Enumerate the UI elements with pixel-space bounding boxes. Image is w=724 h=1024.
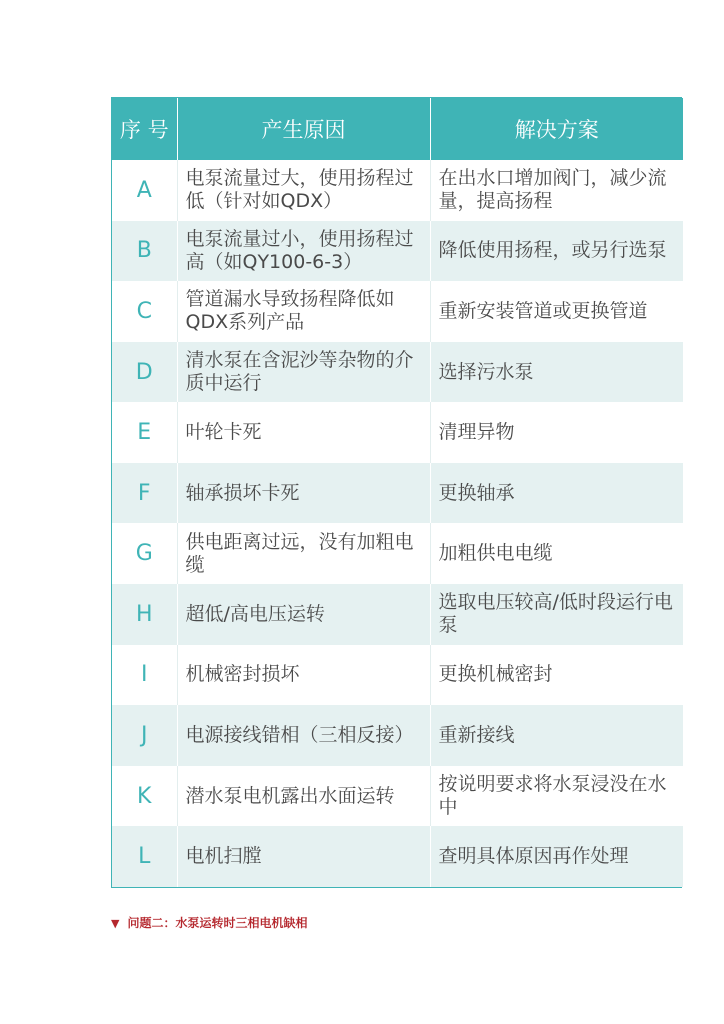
- row-solution: 在出水口增加阀门，减少流量，提高扬程: [430, 160, 683, 221]
- row-solution: 更换机械密封: [430, 645, 683, 706]
- row-solution: 选取电压较高/低时段运行电泵: [430, 584, 683, 645]
- row-cause: 电泵流量过大，使用扬程过低（针对如QDX）: [177, 160, 430, 221]
- table-row: [112, 160, 683, 221]
- row-code: F: [112, 463, 177, 524]
- caption-text: 问题二：水泵运转时三相电机缺相: [127, 916, 308, 930]
- row-code: K: [112, 766, 177, 827]
- row-cause: 清水泵在含泥沙等杂物的介质中运行: [177, 342, 430, 403]
- table-row: [112, 402, 683, 463]
- row-cause: 轴承损坏卡死: [177, 463, 430, 524]
- table-row: [112, 523, 683, 584]
- row-solution: 清理异物: [430, 402, 683, 463]
- row-cause: 管道漏水导致扬程降低如QDX系列产品: [177, 281, 430, 342]
- row-code: A: [112, 160, 177, 221]
- row-solution: 按说明要求将水泵浸没在水中: [430, 766, 683, 827]
- row-cause: 供电距离过远，没有加粗电缆: [177, 523, 430, 584]
- header-cause: 产生原因: [177, 98, 430, 160]
- row-code: J: [112, 705, 177, 766]
- table-row: [112, 705, 683, 766]
- table-row: [112, 463, 683, 524]
- row-code: I: [112, 645, 177, 706]
- row-cause: 电泵流量过小，使用扬程过高（如QY100-6-3）: [177, 221, 430, 282]
- row-cause: 机械密封损坏: [177, 645, 430, 706]
- row-code: G: [112, 523, 177, 584]
- table-row: [112, 584, 683, 645]
- header-solution: 解决方案: [430, 98, 683, 160]
- row-cause: 超低/高电压运转: [177, 584, 430, 645]
- table-row: [112, 766, 683, 827]
- row-solution: 降低使用扬程，或另行选泵: [430, 221, 683, 282]
- row-code: H: [112, 584, 177, 645]
- triangle-down-icon: ▼: [111, 917, 120, 930]
- table-row: [112, 645, 683, 706]
- row-cause: 潜水泵电机露出水面运转: [177, 766, 430, 827]
- table-row: [112, 826, 683, 887]
- row-code: B: [112, 221, 177, 282]
- row-solution: 选择污水泵: [430, 342, 683, 403]
- row-code: D: [112, 342, 177, 403]
- fault-table: [111, 97, 682, 888]
- row-solution: 加粗供电电缆: [430, 523, 683, 584]
- row-solution: 重新安装管道或更换管道: [430, 281, 683, 342]
- row-cause: 电源接线错相（三相反接）: [177, 705, 430, 766]
- section-caption: [111, 914, 307, 931]
- row-solution: 重新接线: [430, 705, 683, 766]
- row-cause: 叶轮卡死: [177, 402, 430, 463]
- row-solution: 查明具体原因再作处理: [430, 826, 683, 887]
- row-code: C: [112, 281, 177, 342]
- row-code: E: [112, 402, 177, 463]
- header-index: 序 号: [112, 98, 177, 160]
- row-code: L: [112, 826, 177, 887]
- table-row: [112, 342, 683, 403]
- row-solution: 更换轴承: [430, 463, 683, 524]
- table-row: [112, 281, 683, 342]
- table-header-row: [112, 98, 683, 160]
- table-row: [112, 221, 683, 282]
- row-cause: 电机扫膛: [177, 826, 430, 887]
